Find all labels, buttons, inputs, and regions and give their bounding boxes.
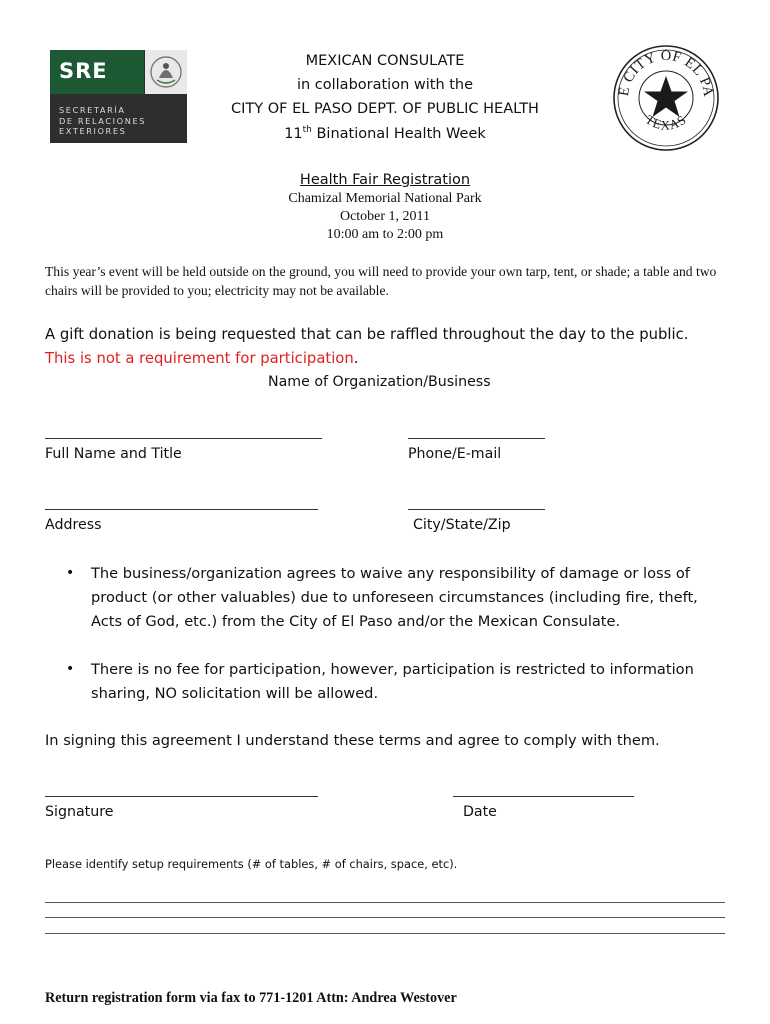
waiver-line2: product (or other valuables) due to unforeseen circumstances (including fire, theft, bbox=[91, 589, 698, 606]
date-line[interactable] bbox=[453, 796, 634, 797]
agreement-text: In signing this agreement I understand these terms and agree to comply with them. bbox=[45, 732, 660, 749]
setup-line-1[interactable] bbox=[45, 902, 725, 903]
header-week-title: Binational Health Week bbox=[311, 125, 486, 142]
bullet-icon: • bbox=[66, 661, 75, 677]
gift-request-text: A gift donation is being requested that can be raffled throughout the day to the public. bbox=[45, 326, 689, 343]
waiver-line3: Acts of God, etc.) from the City of El Paso and/or the Mexican Consulate. bbox=[91, 613, 621, 630]
fee-bullet bbox=[91, 658, 731, 706]
gift-not-required-text: This is not a requirement for participation bbox=[45, 350, 354, 367]
organization-label: Name of Organization/Business bbox=[268, 374, 491, 390]
svg-text:TEXAS bbox=[643, 112, 690, 133]
gift-note bbox=[45, 350, 358, 367]
event-venue: Chamizal Memorial National Park bbox=[288, 191, 482, 206]
waiver-bullet bbox=[91, 562, 731, 634]
phone-email-label: Phone/E-mail bbox=[408, 446, 502, 462]
waiver-line1: The business/organization agrees to waive any responsibility of damage or loss of bbox=[91, 565, 690, 582]
header-line2: in collaboration with the bbox=[296, 77, 474, 93]
bullet-icon: • bbox=[66, 565, 75, 581]
event-date: October 1, 2011 bbox=[339, 209, 431, 224]
setup-requirements-note: Please identify setup requirements (# of tables, # of chairs, space, etc). bbox=[45, 857, 458, 871]
city-of-el-paso-seal bbox=[611, 43, 721, 153]
event-title: Health Fair Registration bbox=[299, 172, 471, 188]
address-label: Address bbox=[45, 517, 102, 533]
header-week-number: 11 bbox=[284, 125, 303, 142]
address-line[interactable] bbox=[45, 509, 318, 510]
sre-logo-line3: EXTERIORES bbox=[59, 126, 127, 136]
sre-logo-line2: DE RELACIONES bbox=[59, 115, 147, 126]
phone-email-line[interactable] bbox=[408, 438, 545, 439]
signature-line[interactable] bbox=[45, 796, 318, 797]
gift-note-period: . bbox=[353, 350, 359, 367]
header-line3: CITY OF EL PASO DEPT. OF PUBLIC HEALTH bbox=[231, 101, 539, 117]
setup-line-3[interactable] bbox=[45, 933, 725, 934]
seal-bottom-text: TEXAS bbox=[642, 111, 690, 133]
full-name-label: Full Name and Title bbox=[45, 446, 182, 462]
sre-logo-line1: SECRETARÍA bbox=[59, 105, 126, 115]
setup-line-2[interactable] bbox=[45, 917, 725, 918]
signature-label: Signature bbox=[45, 804, 114, 820]
intro-paragraph: This year’s event will be held outside on the ground, you will need to provide your own tarp, tent, or shade; a table and two chairs will be provided to you; electricity may not be available. bbox=[45, 264, 717, 298]
city-state-zip-label: City/State/Zip bbox=[413, 517, 511, 533]
header-week-suffix: th bbox=[302, 125, 312, 135]
date-label: Date bbox=[463, 804, 497, 820]
seal-top-text: E CITY OF EL PA bbox=[615, 47, 717, 98]
event-time: 10:00 am to 2:00 pm bbox=[326, 227, 444, 242]
full-name-line[interactable] bbox=[45, 438, 322, 439]
city-state-zip-line[interactable] bbox=[408, 509, 545, 510]
header-line1: MEXICAN CONSULATE bbox=[305, 53, 465, 69]
fee-line2: sharing, NO solicitation will be allowed. bbox=[91, 685, 379, 702]
return-instructions: Return registration form via fax to 771-1201 Attn: Andrea Westover bbox=[45, 990, 457, 1006]
fee-line1: There is no fee for participation, however, participation is restricted to information bbox=[91, 661, 694, 678]
sre-logo-abbr: SRE bbox=[59, 59, 108, 83]
